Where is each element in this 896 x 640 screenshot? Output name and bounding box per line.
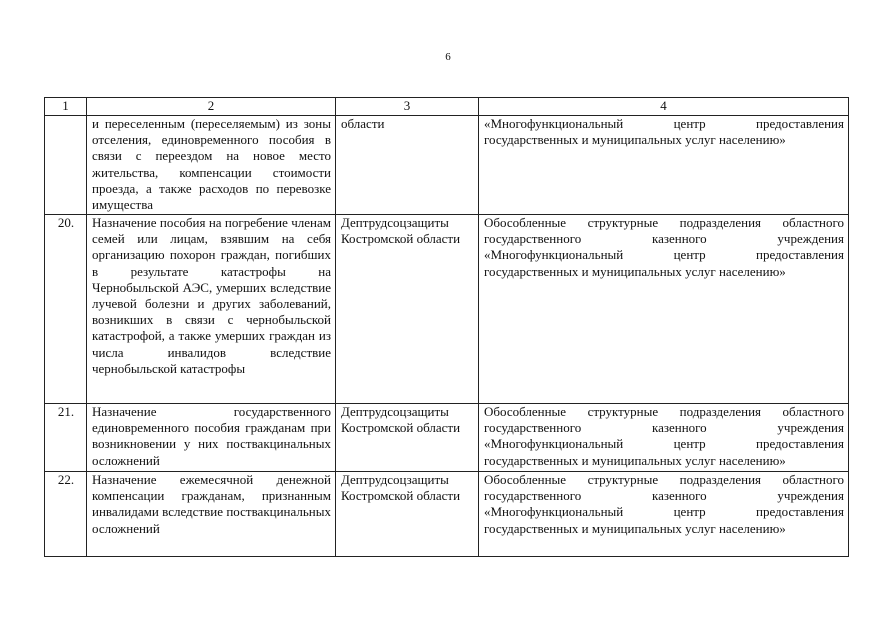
service-provider: Обособленные структурные подразделения областного государственного казенного учреждения «Многофункциональный центр предоставления государственных и муниципальных услуг населению» [479,215,849,404]
table-row [45,116,849,215]
column-header-4: 4 [479,98,849,116]
service-description: Назначение государственного единовременного пособия гражданам при возникновении у них поствакцинальных осложнений [87,404,336,472]
responsible-authority: области [336,116,479,215]
service-description: и переселенным (переселяемым) из зоны отселения, единовременного пособия в связи с переездом на новое место жительства, компенсации стоимости проезда, а также расходов по перевозке имущества [87,116,336,215]
column-header-1: 1 [45,98,87,116]
service-provider: Обособленные структурные подразделения областного государственного казенного учреждения «Многофункциональный центр предоставления государственных и муниципальных услуг населению» [479,472,849,557]
service-description: Назначение ежемесячной денежной компенсации гражданам, признанным инвалидами вследствие поствакцинальных осложнений [87,472,336,557]
row-number: 22. [45,472,87,557]
services-table [44,97,849,557]
row-number: 20. [45,215,87,404]
table-row [45,215,849,404]
service-provider: «Многофункциональный центр предоставления государственных и муниципальных услуг населению» [479,116,849,215]
column-header-3: 3 [336,98,479,116]
responsible-authority: Дептрудсоцзащиты Костромской области [336,404,479,472]
table-row [45,404,849,472]
responsible-authority: Дептрудсоцзащиты Костромской области [336,472,479,557]
service-provider: Обособленные структурные подразделения областного государственного казенного учреждения «Многофункциональный центр предоставления государственных и муниципальных услуг населению» [479,404,849,472]
page-number: 6 [445,51,451,63]
table-row [45,472,849,557]
table-header-row [45,98,849,116]
responsible-authority: Дептрудсоцзащиты Костромской области [336,215,479,404]
row-number [45,116,87,215]
column-header-2: 2 [87,98,336,116]
row-number: 21. [45,404,87,472]
service-description: Назначение пособия на погребение членам семей или лицам, взявшим на себя организацию похорон граждан, погибших в результате катастрофы на Чернобыльской АЭС, умерших вследствие лучевой болезни и других заболеваний, возникших в связи с чернобыльской катастрофой, а также умерших граждан из числа инвалидов вследствие чернобыльской катастрофы [87,215,336,404]
